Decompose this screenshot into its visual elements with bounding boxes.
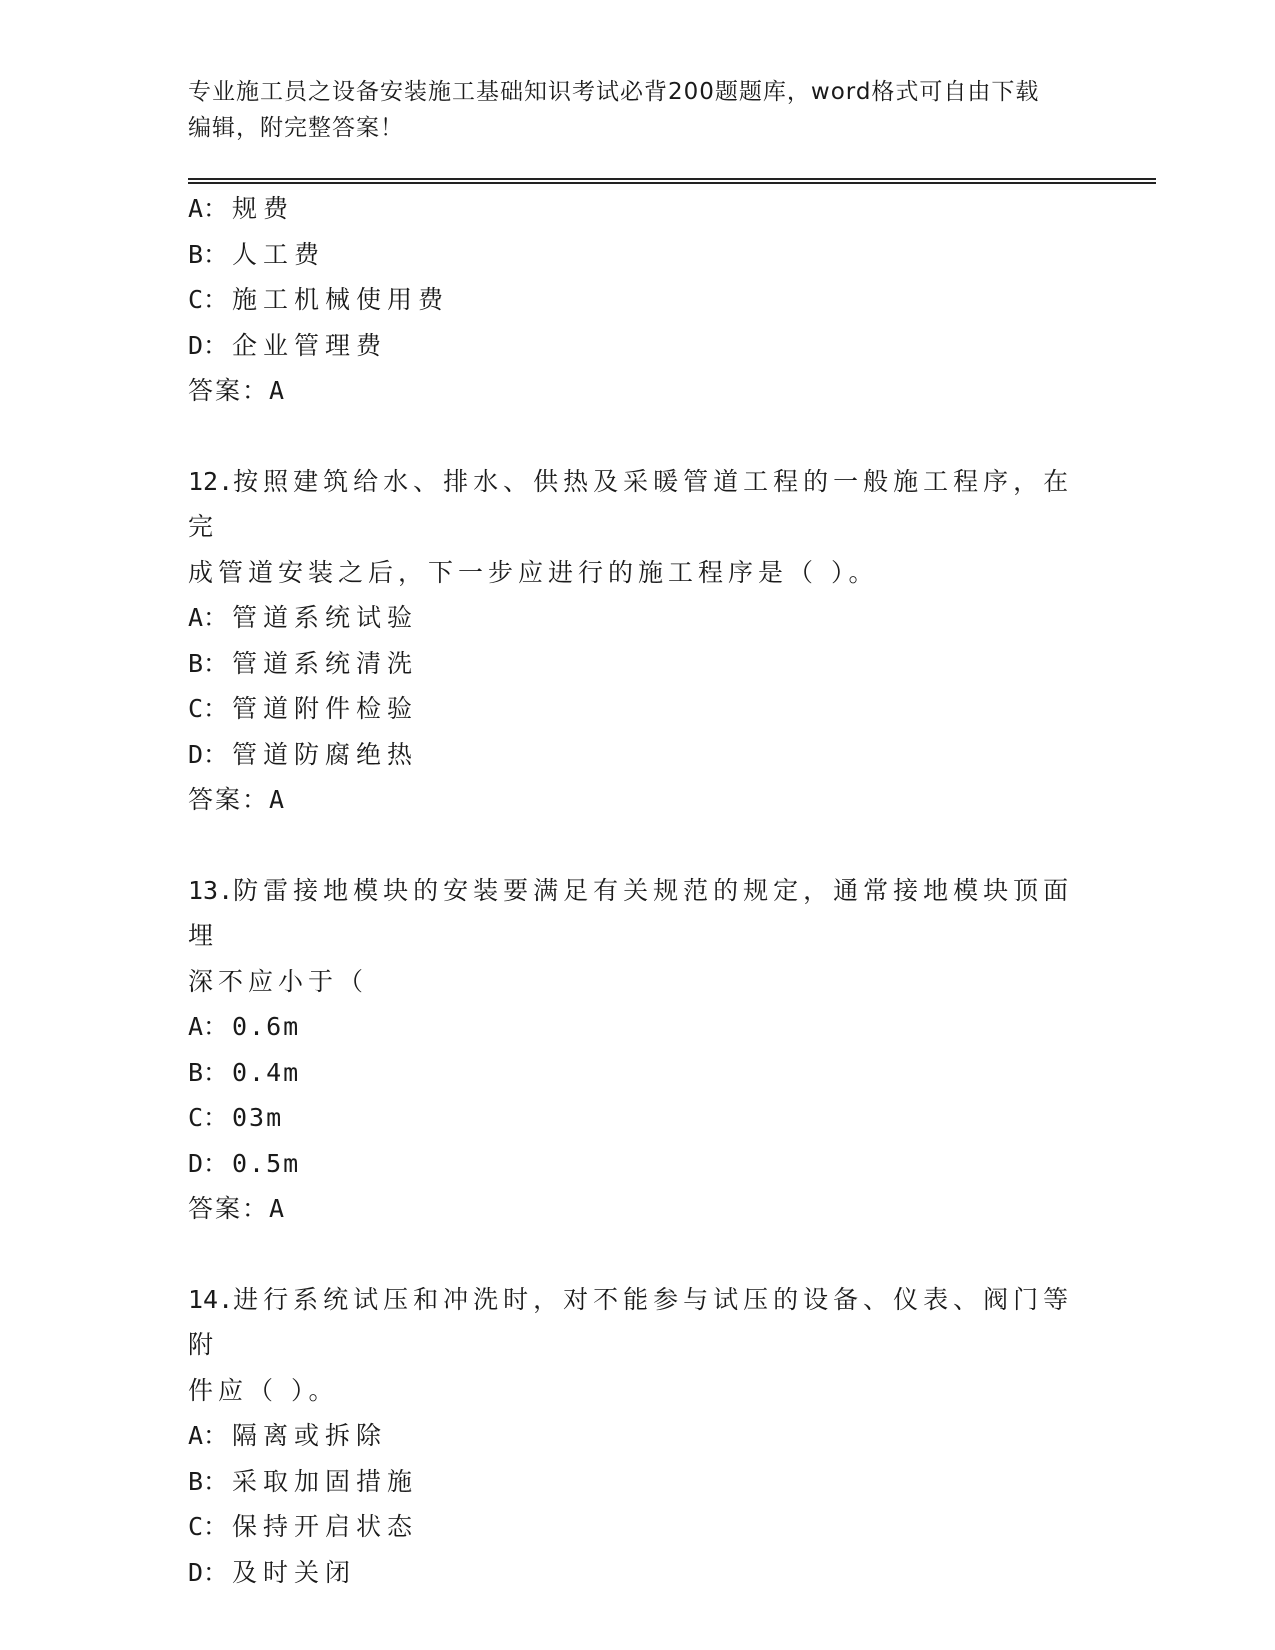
block-spacer	[188, 823, 1088, 868]
option-d: D： 0.5m	[188, 1148, 301, 1178]
question-text: 13.防雷接地模块的安装要满足有关规范的规定，通常接地模块顶面埋 深不应小于（	[188, 875, 1074, 996]
answer-label: 答案：	[188, 785, 270, 814]
block-spacer	[188, 1232, 1088, 1277]
option-d: D： 及时关闭	[188, 1557, 357, 1587]
question-block-11	[188, 186, 1088, 414]
option-b: B： 采取加固措施	[188, 1466, 419, 1496]
option-d: D： 企业管理费	[188, 330, 388, 360]
option-c: C： 03m	[188, 1103, 284, 1132]
option-b: B： 0.4m	[188, 1057, 301, 1087]
question-block-12	[188, 459, 1088, 823]
question-text: 12.按照建筑给水、排水、供热及采暖管道工程的一般施工程序，在完 成管道安装之后，下一步应进行的施工程序是（ ）。	[188, 466, 1074, 587]
question-list	[188, 186, 1088, 1595]
option-c: C： 保持开启状态	[188, 1512, 419, 1541]
option-a: A： 隔离或拆除	[188, 1421, 388, 1450]
question-block-14	[188, 1277, 1088, 1596]
answer-label: 答案：	[188, 376, 270, 405]
answer-line	[188, 777, 1088, 823]
option-c: C： 施工机械使用费	[188, 285, 450, 314]
block-spacer	[188, 414, 1088, 459]
answer-line	[188, 1186, 1088, 1232]
answer-value: A	[269, 376, 287, 405]
answer-label: 答案：	[188, 1194, 270, 1223]
option-a: A： 管道系统试验	[188, 603, 419, 632]
option-b: B： 人工费	[188, 239, 326, 269]
option-a: A： 0.6m	[188, 1012, 301, 1041]
question-number: 12.	[188, 466, 234, 496]
document-header	[188, 74, 1088, 146]
option-d: D： 管道防腐绝热	[188, 739, 419, 769]
option-b: B： 管道系统清洗	[188, 648, 419, 678]
header-title-line1: 专业施工员之设备安装施工基础知识考试必背200题题库，word格式可自由下载	[188, 79, 1040, 105]
question-block-13	[188, 868, 1088, 1232]
answer-value: A	[269, 1194, 287, 1223]
question-text: 14.进行系统试压和冲洗时，对不能参与试压的设备、仪表、阀门等附 件应（ ）。	[188, 1284, 1074, 1405]
option-a: A： 规费	[188, 194, 295, 223]
question-number: 13.	[188, 875, 234, 905]
answer-line	[188, 368, 1088, 414]
option-c: C： 管道附件检验	[188, 694, 419, 723]
question-number: 14.	[188, 1284, 234, 1314]
header-title-line2: 编辑，附完整答案！	[188, 115, 404, 141]
header-double-rule	[188, 178, 1156, 184]
answer-value: A	[269, 785, 287, 814]
